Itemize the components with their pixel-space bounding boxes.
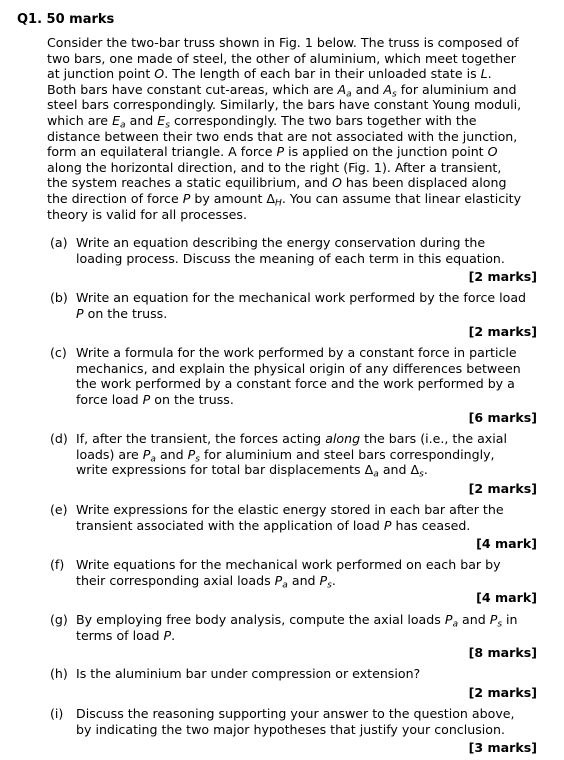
part-text: Write equations for the mechanical work performed on each bar by their corresponding axial loads $P_a$ and $P_s$.: [76, 557, 501, 590]
part-text: Write expressions for the elastic energy stored in each bar after the transient associated with the application of load P has ceased.: [76, 502, 504, 533]
part-text: Is the aluminium bar under compression or extension?: [76, 666, 421, 681]
part-i-marks: [3 marks]: [468, 740, 537, 755]
part-f: [50, 557, 548, 588]
part-text: By employing free body analysis, compute the axial loads $P_a$ and $P_s$ in terms of load P.: [76, 612, 518, 643]
part-d: [50, 431, 548, 478]
part-h-marks: [2 marks]: [468, 685, 537, 700]
part-text: Write a formula for the work performed by a constant force in particle mechanics, and explain the physical origin of any differences between the work performed by a constant force and the work performed by a force load P on the truss.: [76, 345, 521, 407]
part-label: (g): [50, 612, 68, 627]
part-e: [50, 502, 548, 533]
part-g-marks: [8 marks]: [468, 645, 537, 660]
part-text: Write an equation describing the energy conservation during the loading process. Discuss the meaning of each term in this equation.: [76, 235, 505, 266]
question-title: Q1. 50 marks: [17, 12, 115, 27]
part-g: [50, 612, 548, 643]
part-label: (b): [50, 290, 68, 305]
part-f-marks: [4 mark]: [476, 590, 537, 605]
part-i: [50, 706, 548, 737]
part-a-marks: [2 marks]: [468, 269, 537, 284]
part-text: Discuss the reasoning supporting your answer to the question above, by indicating the two major hypotheses that justify your conclusion.: [76, 706, 515, 737]
part-text: If, after the transient, the forces acting along the bars (i.e., the axial loads) are $P_a$ and $P_s$ for aluminium and steel bars correspondingly, write expressions for total bar displacements $\Delta_a$ and $\Delta_s$.: [76, 431, 507, 480]
part-label: (f): [50, 557, 65, 572]
part-label: (d): [50, 431, 68, 446]
part-label: (e): [50, 502, 68, 517]
part-d-marks: [2 marks]: [468, 481, 537, 496]
question-intro: Consider the two-bar truss shown in Fig. 1 below. The truss is composed of two bars, one made of steel, the other of aluminium, which meet together at junction point O. The length of each bar in their unloaded state is L. Both bars have constant cut-areas, which are $A_a$ and $A_s$ for aluminium and steel bars correspondingly. Similarly, the bars have constant Young moduli, which are $E_a$ and $E_s$ correspondingly. The two bars together with the distance between their two ends that are not associated with the junction, form an equilateral triangle. A force P is applied on the junction point O along the horizontal direction, and to the right (Fig. 1). After a transient, the system reaches a static equilibrium, and O has been displaced along the direction of force P by amount $\Delta_H$. You can assume that linear elasticity theory is valid for all processes.: [47, 35, 522, 222]
part-b: [50, 290, 548, 321]
part-a: [50, 235, 548, 266]
part-label: (h): [50, 666, 68, 681]
part-b-marks: [2 marks]: [468, 324, 537, 339]
part-c: [50, 345, 548, 407]
part-c-marks: [6 marks]: [468, 410, 537, 425]
part-label: (a): [50, 235, 68, 250]
part-h: [50, 666, 548, 682]
part-e-marks: [4 mark]: [476, 536, 537, 551]
part-label: (c): [50, 345, 67, 360]
part-label: (i): [50, 706, 64, 721]
part-text: Write an equation for the mechanical work performed by the force load P on the truss.: [76, 290, 527, 321]
